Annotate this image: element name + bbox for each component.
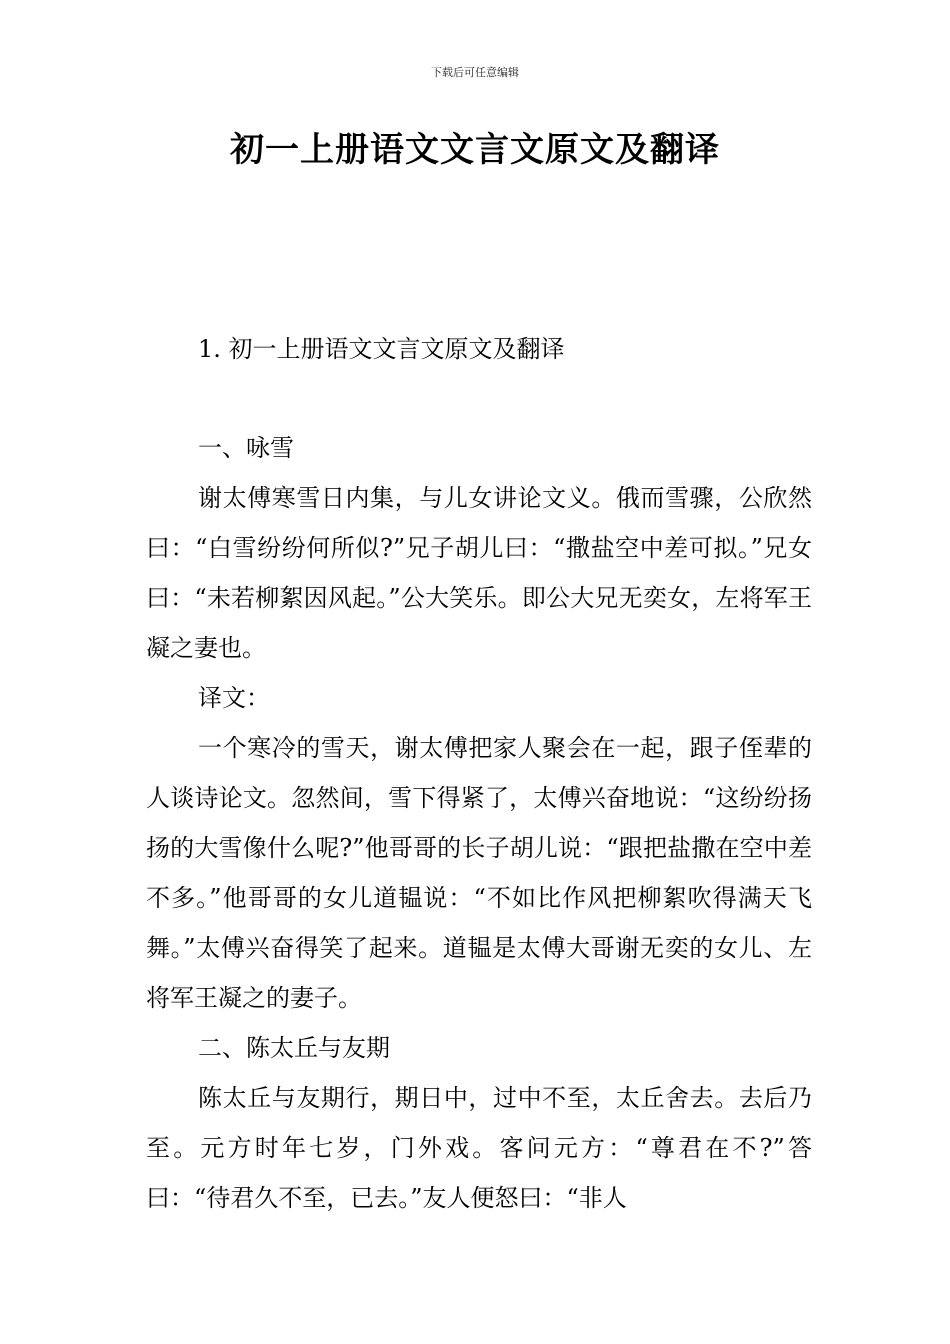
paragraph-yongxue-original: 谢太傅寒雪日内集，与儿女讲论文义。俄而雪骤，公欣然曰：“白雪纷纷何所似?”兄子胡儿曰：“撒盐空中差可拟。”兄女曰：“未若柳絮因风起。”公大笑乐。即公大兄无奕女，左将军王凝之妻也。 — [146, 484, 812, 662]
subheading-chentaiqiu: 二、陈太丘与友期 — [198, 1034, 390, 1062]
paragraph-chentaiqiu-original: 陈太丘与友期行，期日中，过中不至，太丘舍去。去后乃至。元方时年七岁，门外戏。客问元方：“尊君在不?”答曰：“待君久不至，已去。”友人便怒曰：“非人 — [146, 1084, 812, 1212]
label-translation: 译文： — [198, 684, 270, 712]
document-title: 初一上册语文文言文原文及翻译 — [230, 130, 720, 170]
paragraph-yongxue-translation: 一个寒冷的雪天，谢太傅把家人聚会在一起，跟子侄辈的人谈诗论文。忽然间，雪下得紧了，太傅兴奋地说：“这纷纷扬扬的大雪像什么呢?”他哥哥的长子胡儿说：“跟把盐撒在空中差不多。”他哥哥的女儿道韫说：“不如比作风把柳絮吹得满天飞舞。”太傅兴奋得笑了起来。道韫是太傅大哥谢无奕的女儿、左将军王凝之的妻子。 — [146, 734, 812, 1012]
subheading-yongxue: 一、咏雪 — [198, 434, 294, 462]
header-note: 下载后可任意编辑 — [431, 66, 519, 79]
section-heading: 1. 初一上册语文文言文原文及翻译 — [198, 335, 565, 363]
document-body — [146, 423, 812, 1223]
